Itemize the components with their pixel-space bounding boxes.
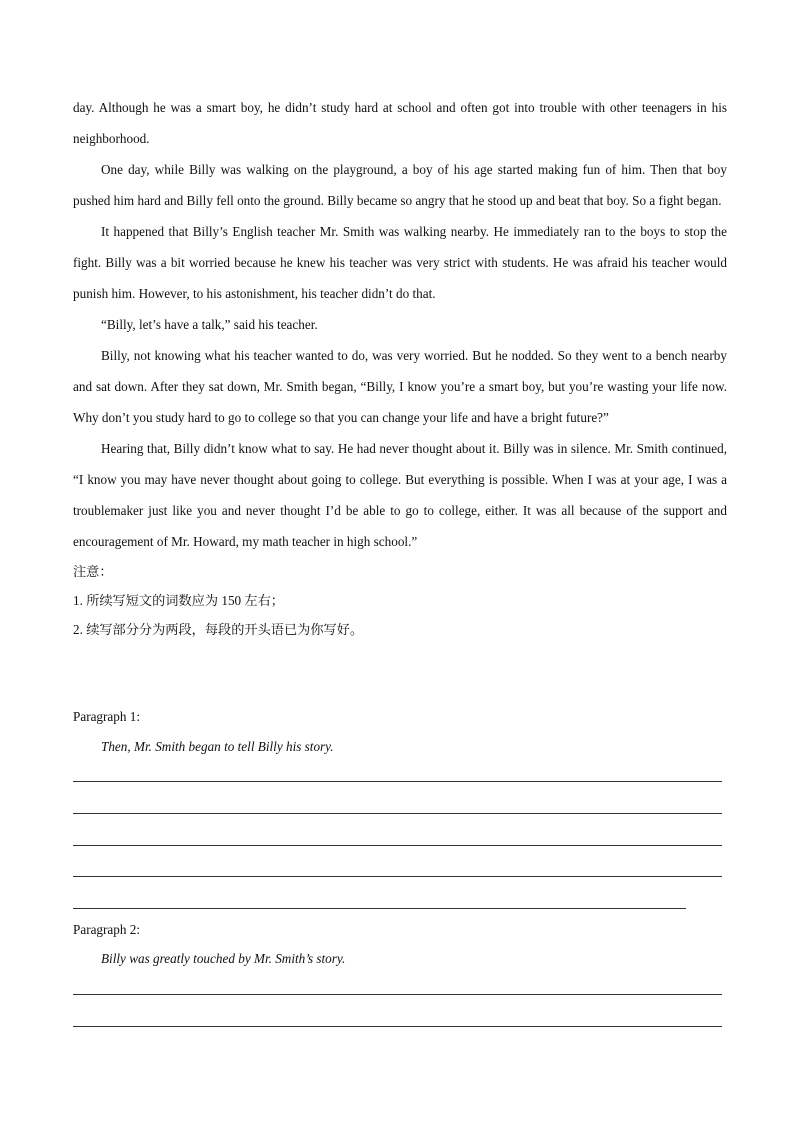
- answer-line-p1-1[interactable]: [73, 781, 722, 782]
- note-item-2: 2. 续写部分分为两段，每段的开头语已为你写好。: [73, 622, 364, 637]
- story-text: [73, 92, 727, 644]
- answer-line-p2-1[interactable]: [73, 994, 722, 995]
- story-paragraph-2: One day, while Billy was walking on the playground, a boy of his age started making fun of him. Then that boy pushed him hard and Billy fell onto the ground. Billy became so angry that he stood up and beat that boy. So a fight began.: [73, 162, 727, 208]
- paragraph-1-starter: Then, Mr. Smith began to tell Billy his story.: [101, 739, 334, 754]
- story-paragraph-3: It happened that Billy’s English teacher Mr. Smith was walking nearby. He immediately ran to the boys to stop the fight. Billy was a bit worried because he knew his teacher was very strict with students. He was afraid his teacher would punish him. However, to his astonishment, his teacher didn’t do that.: [73, 224, 727, 301]
- paragraph-2-starter: Billy was greatly touched by Mr. Smith’s story.: [101, 951, 346, 966]
- answer-line-p1-4[interactable]: [73, 876, 722, 877]
- answer-line-p1-2[interactable]: [73, 813, 722, 814]
- answer-line-p2-2[interactable]: [73, 1026, 722, 1027]
- notes-heading: 注意：: [73, 564, 113, 579]
- story-paragraph-4: “Billy, let’s have a talk,” said his teacher.: [101, 317, 318, 332]
- answer-line-p1-3[interactable]: [73, 845, 722, 846]
- story-paragraph-5: Billy, not knowing what his teacher wanted to do, was very worried. But he nodded. So they went to a bench nearby and sat down. After they sat down, Mr. Smith began, “Billy, I know you’re a smart boy, but you’re wasting your life now. Why don’t you study hard to go to college so that you can change your life and have a bright future?”: [73, 348, 727, 425]
- story-paragraph-1: day. Although he was a smart boy, he didn’t study hard at school and often got into trouble with other teenagers in his neighborhood.: [73, 100, 727, 146]
- paragraph-1-label: Paragraph 1:: [73, 709, 141, 724]
- story-paragraph-6: Hearing that, Billy didn’t know what to say. He had never thought about it. Billy was in silence. Mr. Smith continued, “I know you may have never thought about going to college. But everything is possible. When I was at your age, I was a troublemaker just like you and never thought I’d be able to go to college, either. It was all because of the support and encouragement of Mr. Howard, my math teacher in high school.”: [73, 441, 727, 549]
- paragraph-2-label: Paragraph 2:: [73, 922, 141, 937]
- note-item-1: 1. 所续写短文的词数应为 150 左右；: [73, 593, 284, 608]
- answer-line-p1-5[interactable]: [73, 908, 686, 909]
